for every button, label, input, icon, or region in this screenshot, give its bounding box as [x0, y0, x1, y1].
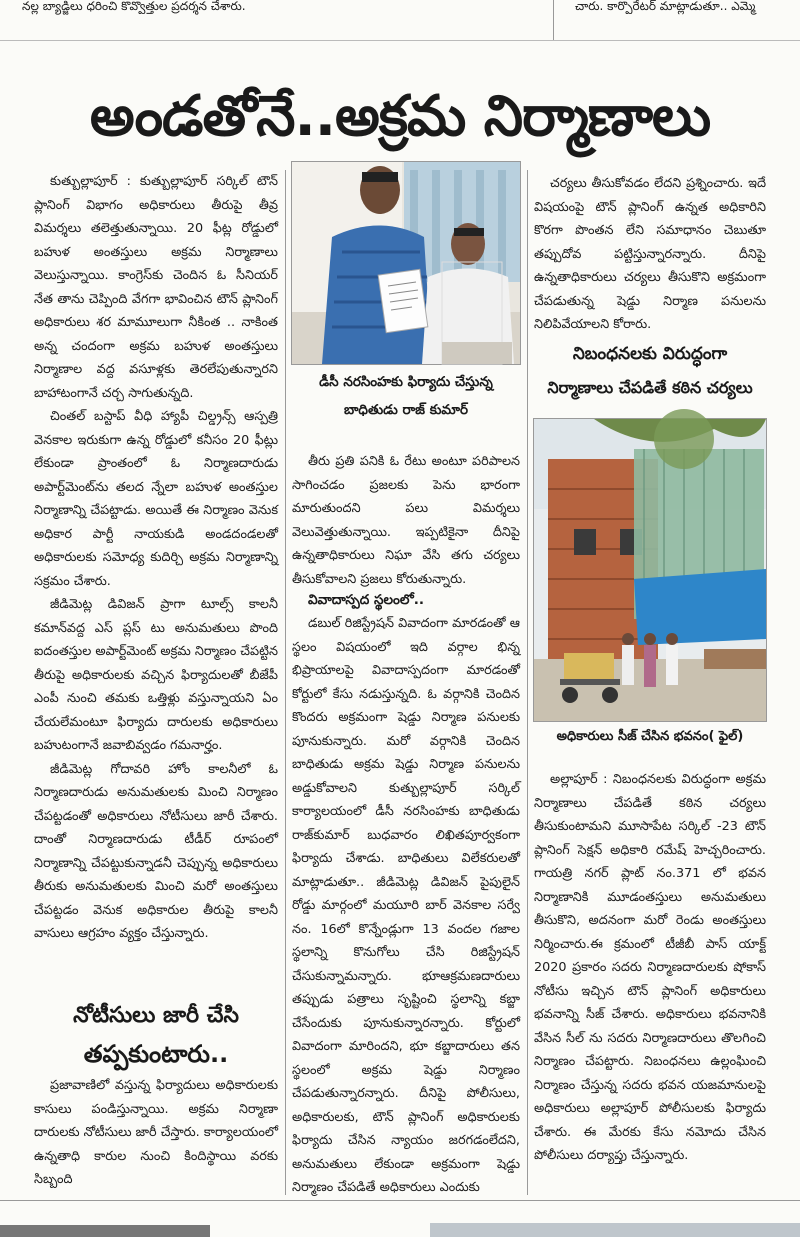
column-rule — [285, 170, 286, 1195]
adjacent-article-snippet: చారు. కార్పొరేటర్ మాట్లాడుతూ.. ఎమ్మె — [575, 0, 756, 13]
column-2-body — [292, 450, 520, 590]
column-3-continued — [534, 768, 766, 1188]
photo-caption: అధికారులు సీజ్ చేసిన భవనం( ఫైల్) — [556, 729, 744, 744]
top-strip — [0, 0, 800, 41]
column-1-body — [34, 170, 278, 1025]
paragraph: జీడిమెట్ల డివిజన్ ప్రాగా టూల్స్ కాలనీ కమాన్‌వద్ద ఎస్ ప్లస్ టు అనుమతులు పొంది ఐదంతస్తుల అపార్ట్‌మెంట్ అక్రమ నిర్మాణం చేపట్టిన తీరుపై అధికారులకు వచ్చిన ఫిర్యాదులతో బీజేపీ ఎంపీ నుంచి తమకు ఒత్తిళ్లు వస్తున్నాయని ఏం చేయలేమంటూ ఫిర్యాదు దారులకు అధికారులు బహుటంగానే జవాబివ్వడం గమనార్హం. — [34, 597, 278, 753]
subheading-strict-action: నిర్మాణాలు చేపడితే కఠిన చర్యలు — [547, 378, 753, 397]
complaint-photo-image — [292, 162, 520, 364]
headline: అండతోనే..అక్రమ నిర్మాణాలు — [89, 84, 711, 149]
paragraph: డబుల్ రిజిస్ట్రేషన్ వివాదంగా మారడంతో ఆ స్థలం విషయంలో ఇది వర్గాల భిన్న భిప్రాయాలపై వివాదాస్పదంగా మారడంతో కోర్టులో కేసు నడుస్తున్నది. ఓ వర్గానికి చెందిన కొందరు అక్రమంగా షెడ్డు నిర్మాణ పనులకు పూనుకున్నారు. మరో వర్గానికి చెందిన బాధితుడు అక్రమ షెడ్డు నిర్మాణ పనులను అడ్డుకోవాలని కుత్బుల్లాపూర్ సర్కిల్ కార్యాలయంలో డీసీ నరసింహకు బాధితుడు రాజ్‌కుమార్ బుధవారం లిఖితపూర్వకంగా ఫిర్యాదు చేశాడు. బాధితులు విలేకరులతో మాట్లాడుతూ.. జీడిమెట్ల డివిజన్ పైపులైన్ రోడ్డు మార్గంలో మయూరి బార్ వెనకాల సర్వే నం. 16లో కొన్నేండ్లుగా 13 వందల గజాల స్థలాన్ని కొనుగోలు చేసి రిజిస్ట్రేషన్ చేసుకున్నామన్నారు. భూఆక్రమణదారులు తప్పుడు పత్రాలు సృష్టించి స్థలాన్ని కబ్జా చేసేందుకు పూనుకున్నారన్నారు. కోర్టులో వివాదంగా మారిందని, భూ కబ్జాదారులు తన స్థలంలో అక్రమ షెడ్డు నిర్మాణం చేపడుతున్నారన్నారు. దీనిపై పోలీసులు, అధికారులకు, టౌన్ ప్లానింగ్ అధికారులకు ఫిర్యాదు చేసిన న్యాయం జరగడంలేదని, అనుమతులు లేకుండా అక్రమంగా షెడ్డు నిర్మాణం చేపడితే అధికారులు ఎందుకు — [292, 616, 520, 1195]
column-3-body — [534, 172, 766, 332]
subheading-against-rules: నిబంధనలకు విరుద్ధంగా — [572, 344, 728, 364]
column-divider — [553, 0, 554, 40]
paragraph: అల్లాపూర్ : నిబంధనలకు విరుద్ధంగా అక్రమ నిర్మాణాలు చేపడితే కఠిన చర్యలు తీసుకుంటామని మూసాపేట సర్కిల్ -23 టౌన్ ప్లానింగ్ సెక్షన్ అధికారి రమేష్ హెచ్చరించారు. గాయత్రి నగర్ ప్లాట్ నం.371 లో భవన నిర్మాణానికి మూడంతస్తులు అనుమతులు తీసుకొని, అదనంగా మరో రెండు అంతస్తులు నిర్మించారు.ఈ క్రమంలో టీజీబీ పాస్ యాక్ట్ 2020 ప్రకారం సదరు నిర్మాణదారులకు షోకాస్ నోటీసు ఇచ్చిన టౌన్ ప్లానింగ్ అధికారులు భవనాన్ని సీజ్ చేశారు. అధికారులు భవనానికి వేసిన సీల్ ను సదరు నిర్మాణదారులు తొలగించి నిర్మాణం చేపట్టారు. నిబంధనలు ఉల్లంఘించి నిర్మాణం చేస్తున్న సదరు భవన యజమానులపై అధికారులు అల్లాపూర్ పోలీసులకు ఫిర్యాదు చేశారు. ఈ మేరకు కేసు నమోదు చేసిన పోలీసులు దర్యాప్తు చేస్తున్నారు. — [534, 772, 766, 1163]
next-article-photo-fragment — [430, 1223, 800, 1237]
column-rule — [527, 170, 528, 1195]
column-1-continued — [34, 1074, 278, 1194]
subheading-notices: నోటీసులు జారీ చేసి — [73, 1003, 239, 1028]
previous-article-snippet: నల్ల బ్యాడ్జిలు ధరించి కొవ్వొత్తుల ప్రదర్శన చేశారు. — [22, 0, 246, 13]
subheading-escape: తప్పకుంటారు.. — [83, 1040, 229, 1068]
paragraph: జీడిమెట్ల గోదావరి హోం కాలనీలో ఓ నిర్మాణదారుడు అనుమతులకు మించి నిర్మాణం చేపట్టడంతో అధికారులు నోటీసులు జారీ చేశారు. దాంతో నిర్మాణదారుడు టీడీర్ రూపంలో నిర్మాణాన్ని చేపట్టుకున్నాడనీ చెప్పున్న అధికారులు తీరుకు అనుమతులకు మించి మరో అంతస్తులు చేపట్టడం వెనుక అధికారుల తీరుపై కాలనీ వాసులు ఆగ్రహం వ్యక్తం చేస్తున్నారు. — [34, 761, 278, 941]
subheading-disputed-land: వివాదాస్పద స్థలంలో.. — [308, 592, 425, 608]
complaint-photo — [291, 161, 521, 365]
paragraph: చర్యలు తీసుకోవడం లేదని ప్రశ్నించారు. ఇదే విషయంపై టౌన్ ప్లానింగ్ ఉన్నత అధికారిని కొరగా పొంతన లేని సమాధానం చెబుతూ తప్పుదోవ పట్టిస్తున్నారన్నారు. దీనిపై ఉన్నతాధికారులు చర్యలు తీసుకొని అక్రమంగా చేపడుతున్న షెడ్డు నిర్మాణ పనులను నిలిపివేయాలని కోరారు. — [534, 176, 766, 332]
paragraph: తీరు ప్రతి పనికి ఓ రేటు అంటూ పరిపాలన సాగించడం ప్రజలకు పెను భారంగా మారుతుందని పలు విమర్శలు వెలువెత్తుతున్నాయి. ఇప్పటికైనా దీనిపై ఉన్నతాధికారులు నిఘా వేసి తగు చర్యలు తీసుకోవాలని ప్రజలు కోరుతున్నారు. — [292, 454, 520, 587]
bottom-strip — [0, 1200, 800, 1237]
photo-caption: డీసీ నరసింహకు ఫిర్యాదు చేస్తున్న బాధితుడు రాజ్ కుమార్ — [319, 374, 493, 418]
paragraph: ప్రజావాణిలో వస్తున్న ఫిర్యాదులు అధికారులకు కాసులు పండిస్తున్నాయి. అక్రమ నిర్మాణా దారులకు నోటీసులు జారీ చేస్తారు. కార్యాలయంలో ఉన్నతాధి కారుల నుంచి కిందిస్థాయి వరకు సిబ్బంది — [34, 1078, 278, 1187]
seized-building-image — [534, 419, 766, 721]
paragraph: కుత్బుల్లాపూర్ : కుత్బుల్లాపూర్ సర్కిల్ టౌన్ ప్లానింగ్ విభాగం అధికారులు తీరుపై తీవ్ర విమర్శలు తలెత్తుతున్నాయి. 20 ఫీట్ల రోడ్డులో బహుళ అంతస్తులు అక్రమ నిర్మాణాలు వెలుస్తున్నాయి. కాంగ్రెస్‌కు చెందిన ఓ సీనియర్ నేత తాను చెప్పింది వేగగా భావించిన టౌన్ ప్లానింగ్ అధికారులు శర మామూలుగా నీకింత .. నాకింత అన్న చందంగా అక్రమ బహుళ అంతస్తులు నిర్మాణాల వద్ద వసూళ్లకు తెరలేపుతున్నారని బాహాటంగానే చర్చ సాగుతున్నది. — [34, 174, 278, 401]
seized-building-photo — [533, 418, 767, 722]
next-article-headline-fragment — [0, 1225, 210, 1237]
column-2-continued — [292, 612, 520, 1195]
paragraph: చింతల్ బస్టాప్ వీధి హ్యాపీ చిల్డ్రన్స్ ఆస్పత్రి వెనకాల ఇరుకుగా ఉన్న రోడ్డులో కనీసం 20 ఫీట్లు లేకుండా ప్రాంతంలో ఓ నిర్మాణదారుడు అపార్ట్‌మెంట్‌ను తలద న్నేలా బహుళ అంతస్తుల నిర్మాణాన్ని చేపట్టాడు. అయితే ఈ నిర్మాణం వెనుక అధికార పార్టీ నాయకుడి అండదండలతో అధికారులకు సమోధ్య కుదిర్చి అక్రమ నిర్మాణాన్ని సక్రమం చేశారు. — [34, 409, 278, 589]
